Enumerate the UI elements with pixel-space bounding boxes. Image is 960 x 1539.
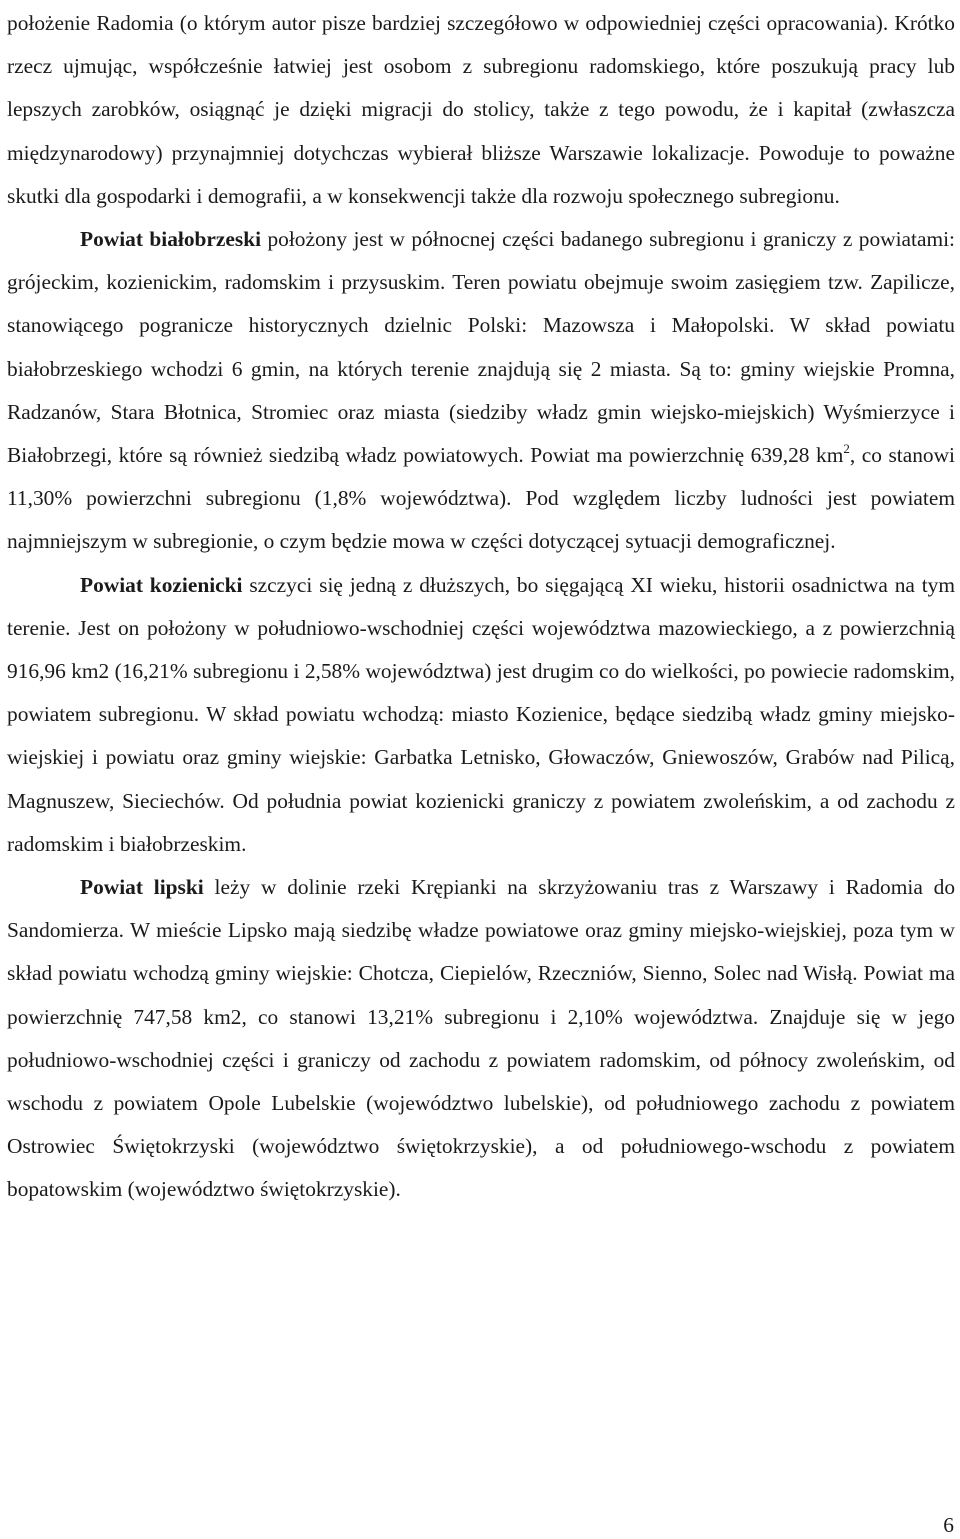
page-number: 6 xyxy=(943,1513,954,1537)
paragraph-powiat-bialobrzeski xyxy=(7,218,955,564)
paragraph-text: , co stanowi 11,30% powierzchni subregionu (1,8% województwa). Pod względem liczby ludności jest powiatem najmniejszym w subregionie, o czym będzie mowa w części dotyczącej sytuacji demograficznej. xyxy=(7,443,955,554)
paragraph-powiat-kozienicki xyxy=(7,564,955,866)
paragraph-text: położony jest w północnej części badanego subregionu i graniczy z powiatami: grójeckim, kozienickim, radomskim i przysuskim. Teren powiatu obejmuje swoim zasięgiem tzw. Zapilicze, stanowiącego pogranicze historycznych dzielnic Polski: Mazowsza i Małopolski. W skład powiatu białobrzeskiego wchodzi 6 gmin, na których terenie znajdują się 2 miasta. Są to: gminy wiejskie Promna, Radzanów, Stara Błotnica, Stromiec oraz miasta (siedziby władz gmin wiejsko-miejskich) Wyśmierzyce i Białobrzegi, które są również siedzibą władz powiatowych. Powiat ma powierzchnię 639,28 km xyxy=(7,227,955,468)
paragraph-text: położenie Radomia (o którym autor pisze bardziej szczegółowo w odpowiedniej części opracowania). Krótko rzecz ujmując, współcześnie łatwiej jest osobom z subregionu radomskiego, które poszukują pracy lub lepszych zarobków, osiągnąć je dzięki migracji do stolicy, także z tego powodu, że i kapitał (zwłaszcza międzynarodowy) przynajmniej dotychczas wybierał bliższe Warszawie lokalizacje. Powoduje to poważne skutki dla gospodarki i demografii, a w konsekwencji także dla rozwoju społecznego subregionu. xyxy=(7,11,955,208)
section-heading: Powiat lipski xyxy=(80,875,204,900)
paragraph-intro-continuation xyxy=(7,2,955,218)
section-heading: Powiat kozienicki xyxy=(80,572,243,597)
section-heading: Powiat białobrzeski xyxy=(80,227,262,252)
document-page xyxy=(7,2,955,1212)
paragraph-text: szczyci się jedną z dłuższych, bo sięgającą XI wieku, historii osadnictwa na tym terenie. Jest on położony w południowo-wschodniej części województwa mazowieckiego, a z powierzchnią 916,96 km2 (16,21% subregionu i 2,58% województwa) jest drugim co do wielkości, po powiecie radomskim, powiatem subregionu. W skład powiatu wchodzą: miasto Kozienice, będące siedzibą władz gminy miejsko-wiejskiej i powiatu oraz gminy wiejskie: Garbatka Letnisko, Głowaczów, Gniewoszów, Grabów nad Pilicą, Magnuszew, Sieciechów. Od południa powiat kozienicki graniczy z powiatem zwoleńskim, a od zachodu z radomskim i białobrzeskim. xyxy=(7,572,956,856)
paragraph-text: leży w dolinie rzeki Krępianki na skrzyżowaniu tras z Warszawy i Radomia do Sandomierza. W mieście Lipsko mają siedzibę władze powiatowe oraz gminy miejsko-wiejskiej, poza tym w skład powiatu wchodzą gminy wiejskie: Chotcza, Ciepielów, Rzeczniów, Sienno, Solec nad Wisłą. Powiat ma powierzchnię 747,58 km2, co stanowi 13,21% subregionu i 2,10% województwa. Znajduje się w jego południowo-wschodniej części i graniczy od zachodu z powiatem radomskim, od północy zwoleńskim, od wschodu z powiatem Opole Lubelskie (województwo lubelskie), od południowego zachodu z powiatem Ostrowiec Świętokrzyski (województwo świętokrzyskie), a od południowego-wschodu z powiatem bopatowskim (województwo świętokrzyskie). xyxy=(7,875,956,1202)
superscript: 2 xyxy=(843,441,850,457)
paragraph-powiat-lipski xyxy=(7,866,955,1212)
